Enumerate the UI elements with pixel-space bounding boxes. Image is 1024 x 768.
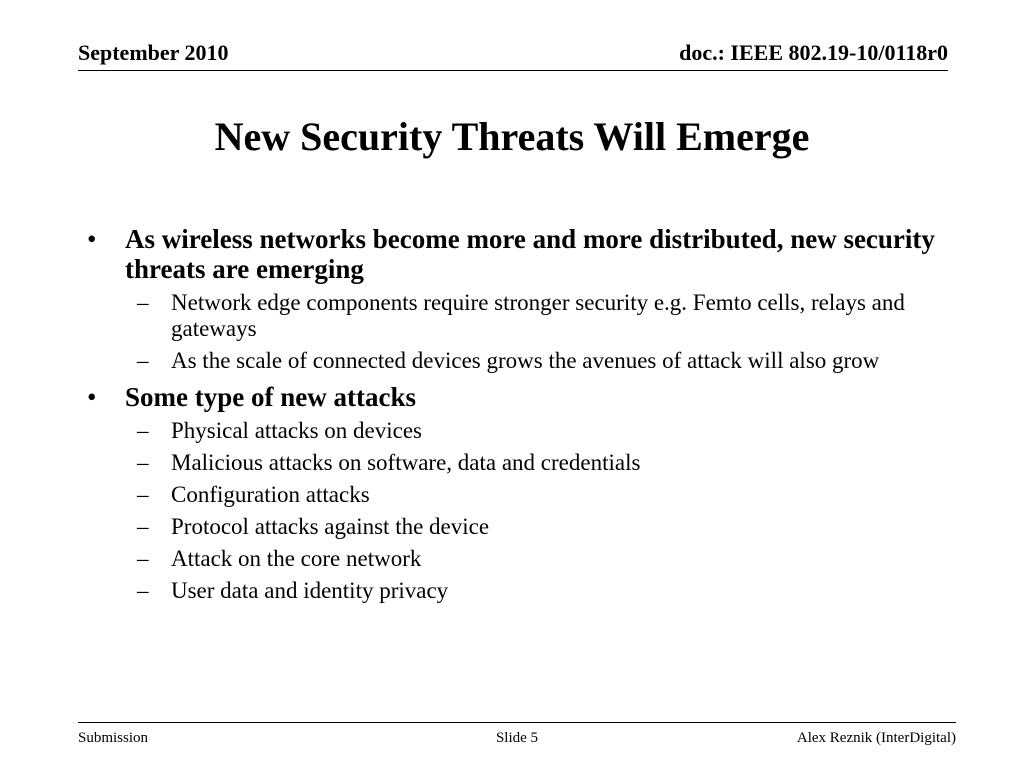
bullet-text: Some type of new attacks xyxy=(125,382,416,412)
bullet-text: As wireless networks become more and more distributed, new security threats are emerging xyxy=(125,224,935,284)
dash-icon: – xyxy=(137,348,149,373)
footer-slide-number: Slide 5 xyxy=(495,730,539,746)
bullet-icon: • xyxy=(87,382,97,412)
sub-bullet-text: Configuration attacks xyxy=(171,482,370,507)
sub-bullet-item xyxy=(85,514,945,540)
sub-bullet-item xyxy=(85,418,945,444)
sub-bullet-text: Attack on the core network xyxy=(171,546,422,571)
bullet-icon: • xyxy=(87,224,97,254)
header-doc-id: doc.: IEEE 802.19-10/0118r0 xyxy=(679,40,948,65)
dash-icon: – xyxy=(137,290,149,315)
sub-bullet-text: Network edge components require stronger security e.g. Femto cells, relays and gateways xyxy=(171,290,905,341)
dash-icon: – xyxy=(137,546,149,571)
dash-icon: – xyxy=(137,514,149,539)
sub-bullet-text: User data and identity privacy xyxy=(171,578,449,603)
slide-body xyxy=(85,224,945,610)
sub-bullet-text: Physical attacks on devices xyxy=(171,418,423,443)
header-date: September 2010 xyxy=(78,40,229,65)
dash-icon: – xyxy=(137,482,149,507)
sub-bullet-item xyxy=(85,578,945,604)
slide-title: New Security Threats Will Emerge xyxy=(214,114,810,159)
dash-icon: – xyxy=(137,450,149,475)
sub-bullet-text: Protocol attacks against the device xyxy=(171,514,490,539)
sub-bullet-item xyxy=(85,482,945,508)
footer-submission: Submission xyxy=(78,730,149,746)
sub-bullet-text: As the scale of connected devices grows the avenues of attack will also grow xyxy=(171,348,880,373)
footer-author: Alex Reznik (InterDigital) xyxy=(796,730,956,746)
sub-bullet-item xyxy=(85,450,945,476)
dash-icon: – xyxy=(137,418,149,443)
bullet-item xyxy=(85,224,945,284)
sub-bullet-item xyxy=(85,348,945,374)
slide-footer xyxy=(78,722,956,747)
sub-bullet-text: Malicious attacks on software, data and credentials xyxy=(171,450,641,475)
dash-icon: – xyxy=(137,578,149,603)
slide-header xyxy=(78,40,948,71)
sub-bullet-item xyxy=(85,546,945,572)
bullet-item xyxy=(85,382,945,412)
sub-bullet-item xyxy=(85,290,945,342)
